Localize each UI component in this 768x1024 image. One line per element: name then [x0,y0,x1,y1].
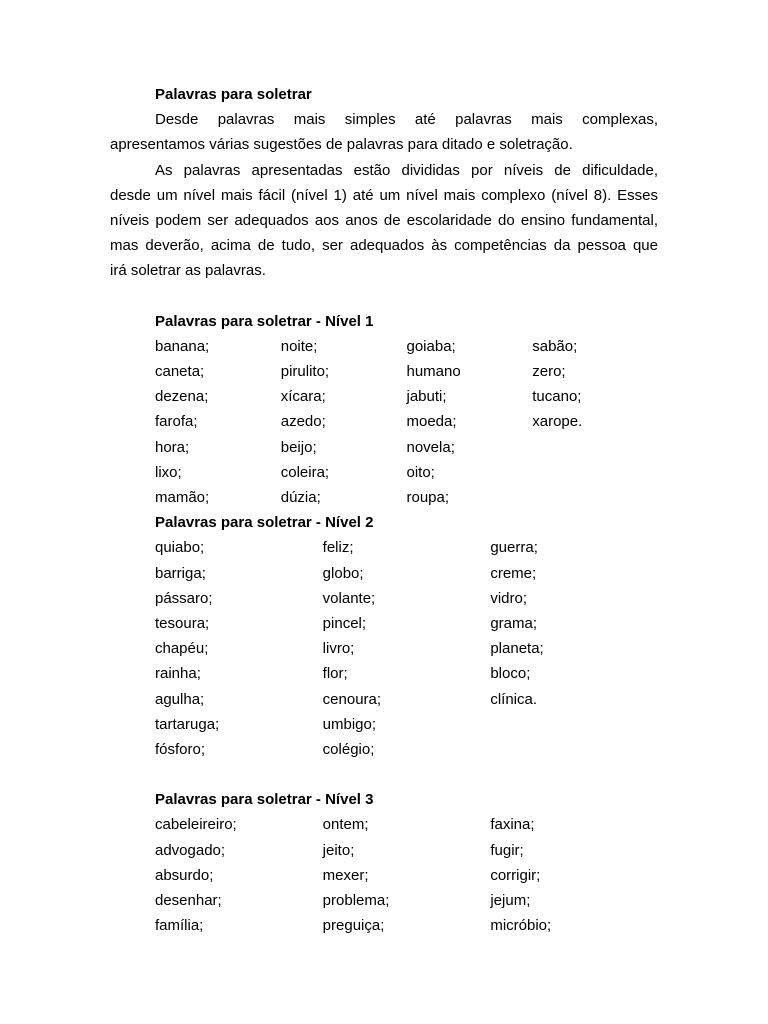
word [490,737,658,762]
word-row [155,586,658,611]
word: planeta; [490,640,544,658]
word: caneta; [155,363,205,381]
intro-paragraph-2-line-5: irá soletrar as palavras. [110,262,266,280]
word: novela; [406,438,455,456]
word: quiabo; [155,539,205,557]
word-row [155,913,658,938]
word: pincel; [322,614,367,632]
word: faxina; [490,816,535,834]
word: tesoura; [155,614,210,632]
word: cenoura; [322,690,382,708]
word: clínica. [490,690,538,708]
word: beijo; [280,438,317,456]
word: flor; [322,665,348,683]
word: mexer; [322,866,369,884]
word: tucano; [532,388,582,406]
word-row [155,661,658,686]
intro-paragraph-2-line-4: mas deverão, acima de tudo, ser adequados às competências da pessoa que [110,237,658,255]
word: agulha; [155,690,205,708]
word: banana; [155,337,210,355]
word: feliz; [322,539,354,557]
word: vidro; [490,589,528,607]
word: farofa; [155,413,198,431]
word: cabeleireiro; [155,816,237,834]
word: xícara; [280,388,326,406]
word-row [155,561,658,586]
word: absurdo; [155,866,214,884]
word-row [155,460,658,485]
word: jeito; [322,841,355,859]
word [490,712,658,737]
level-1-word-list [110,334,658,510]
level-1-title: Palavras para soletrar - Nível 1 [155,312,374,330]
word: grama; [490,614,538,632]
word: jabuti; [406,388,447,406]
word: colégio; [322,740,375,758]
word: barriga; [155,564,206,582]
intro-paragraph-2-line-2: desde um nível mais fácil (nível 1) até um nível mais complexo (nível 8). Esses [110,186,658,204]
intro-paragraph-2-line-3: níveis podem ser adequados aos anos de escolaridade do ensino fundamental, [110,211,658,229]
word-row [155,611,658,636]
word: creme; [490,564,537,582]
word-row [155,812,658,837]
word: micróbio; [490,917,552,935]
word: desenhar; [155,892,222,909]
document-page [110,82,658,938]
word: noite; [280,337,318,355]
word: chapéu; [155,640,209,658]
word: sabão; [532,337,578,355]
word-row [155,535,658,560]
word: preguiça; [322,917,385,935]
word: dezena; [155,388,209,406]
word: lixo; [155,463,182,481]
word-row [155,888,658,913]
word [532,435,658,460]
level-3-title: Palavras para soletrar - Nível 3 [155,791,374,809]
intro-paragraph-2-line-1: As palavras apresentadas estão divididas por níveis de dificuldade, [155,161,658,179]
spacer [110,284,658,309]
word: fugir; [490,841,524,859]
level-2-title: Palavras para soletrar - Nível 2 [155,514,374,532]
word-row [155,384,658,409]
word-row [155,687,658,712]
word-row [155,409,658,434]
word [532,485,658,510]
word: moeda; [406,413,457,431]
level-2-word-list [110,535,658,762]
word-row [155,435,658,460]
word: zero; [532,363,566,381]
word-row [155,838,658,863]
word: dúzia; [280,489,321,506]
level-3-word-list [110,812,658,938]
word-row [155,334,658,359]
word-row [155,636,658,661]
word: ontem; [322,816,369,834]
word: volante; [322,589,376,607]
word: corrigir; [490,866,541,884]
word: goiaba; [406,337,456,355]
word [532,460,658,485]
word: xarope. [532,413,583,431]
word-row [155,485,658,510]
word: fósforo; [155,740,206,758]
word: jejum; [490,892,531,909]
word: advogado; [155,841,226,859]
word: humano [406,363,461,381]
intro-paragraph-1-line-1: Desde palavras mais simples até palavras mais complexas, [155,111,658,129]
word: bloco; [490,665,531,683]
word-row [155,863,658,888]
word: pirulito; [280,363,330,381]
intro-paragraph-1-line-2: apresentamos várias sugestões de palavras para ditado e soletração. [110,136,573,154]
word: mamão; [155,489,210,506]
word: tartaruga; [155,715,220,733]
word: rainha; [155,665,201,683]
word: hora; [155,438,190,456]
word: guerra; [490,539,538,557]
word-row [155,712,658,737]
word: umbigo; [322,715,377,733]
word: globo; [322,564,364,582]
document-title: Palavras para soletrar [155,86,312,103]
word: pássaro; [155,589,213,607]
word-row [155,359,658,384]
word: azedo; [280,413,326,431]
word: oito; [406,463,435,481]
spacer [110,762,658,787]
word: família; [155,917,204,935]
word: coleira; [280,463,330,481]
word: problema; [322,892,390,909]
word-row [155,737,658,762]
word: roupa; [406,489,450,506]
word: livro; [322,640,355,658]
